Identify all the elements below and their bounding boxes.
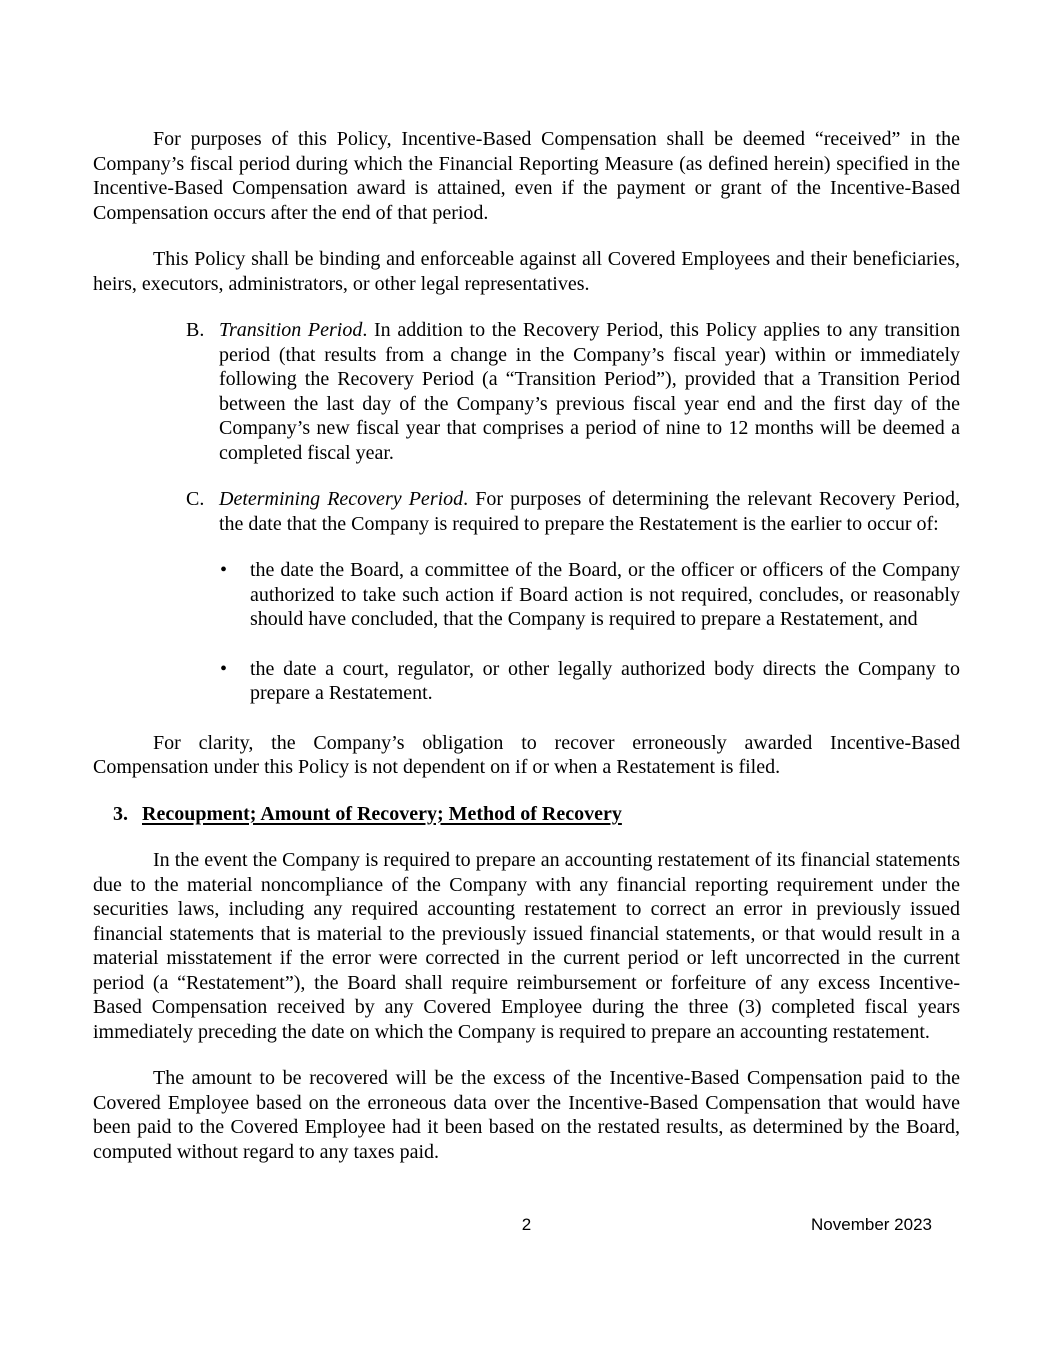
bullet-item-court-directs bbox=[220, 657, 960, 706]
section-heading-recoupment bbox=[113, 802, 960, 827]
page-number: 2 bbox=[521, 1215, 532, 1234]
footer-date: November 2023 bbox=[811, 1215, 932, 1234]
bullet-icon: • bbox=[220, 559, 228, 581]
list-item-determining-recovery-period bbox=[186, 487, 960, 536]
paragraph-policy-binding: This Policy shall be binding and enforceable against all Covered Employees and their beneficiaries, heirs, executors, administrators, or other legal representatives. bbox=[93, 248, 960, 295]
list-item-body bbox=[219, 318, 960, 465]
section-heading-number: 3. bbox=[113, 802, 128, 825]
paragraph-compensation-received: For purposes of this Policy, Incentive-Based Compensation shall be deemed “received” in the Company’s fiscal period during which the Financial Reporting Measure (as defined herein) specified in the Incentive-Based Compensation award is attained, even if the payment or grant of the Incentive-Based Compensation occurs after the end of that period. bbox=[93, 128, 960, 224]
list-item-transition-period bbox=[186, 318, 960, 465]
bullet-icon: • bbox=[220, 657, 228, 680]
paragraph-amount-recovered: The amount to be recovered will be the excess of the Incentive-Based Compensation paid to the Covered Employee based on the erroneous data over the Incentive-Based Compensation that would have been paid to the Covered Employee had it been based on the restated results, as determined by the Board, computed without regard to any taxes paid. bbox=[93, 1067, 960, 1163]
document-content bbox=[93, 127, 960, 1186]
section-heading-text: Recoupment; Amount of Recovery; Method of Recovery bbox=[142, 802, 622, 825]
list-item-label: C. bbox=[186, 488, 205, 510]
list-item-text: . For purposes of determining the relevant Recovery Period, the date that the Company is required to prepare the Restatement is the earlier to occur of: bbox=[219, 488, 960, 535]
paragraph-for-clarity: For clarity, the Company’s obligation to recover erroneously awarded Incentive-Based Compensation under this Policy is not dependent on if or when a Restatement is filed. bbox=[93, 731, 960, 778]
list-item-label: B. bbox=[186, 319, 205, 341]
list-item-body bbox=[219, 487, 960, 536]
list-item-text: . In addition to the Recovery Period, this Policy applies to any transition period (that results from a change in the Company’s fiscal year) within or immediately following the Recovery Period (a “Transition Period”), provided that a Transition Period between the last day of the Company’s previous fiscal year end and the first day of the Company’s new fiscal year that comprises a period of nine to 12 months will be deemed a completed fiscal year. bbox=[219, 319, 960, 464]
bullet-item-board-concludes bbox=[220, 558, 960, 632]
bullet-text: the date the Board, a committee of the Board, or the officer or officers of the Company authorized to take such action if Board action is not required, concludes, or reasonably should have concluded, that the Company is required to prepare a Restatement, and bbox=[250, 559, 960, 630]
paragraph-recoupment-body: In the event the Company is required to prepare an accounting restatement of its financial statements due to the material noncompliance of the Company with any financial reporting requirement under the securities laws, including any required accounting restatement to correct an error in previously issued financial statements that is material to the previously issued financial statements, or that would result in a material misstatement if the error were corrected in the current period or left uncorrected in the current period (a “Restatement”), the Board shall require reimbursement or forfeiture of any excess Incentive-Based Compensation received by any Covered Employee during the three (3) completed fiscal years immediately preceding the date on which the Company is required to prepare an accounting restatement. bbox=[93, 849, 960, 1043]
list-item-lead-transition-period: Transition Period bbox=[219, 319, 363, 341]
bullet-text: the date a court, regulator, or other legally authorized body directs the Company to prepare a Restatement. bbox=[250, 657, 960, 704]
list-item-lead-determining-recovery-period: Determining Recovery Period bbox=[219, 488, 464, 510]
